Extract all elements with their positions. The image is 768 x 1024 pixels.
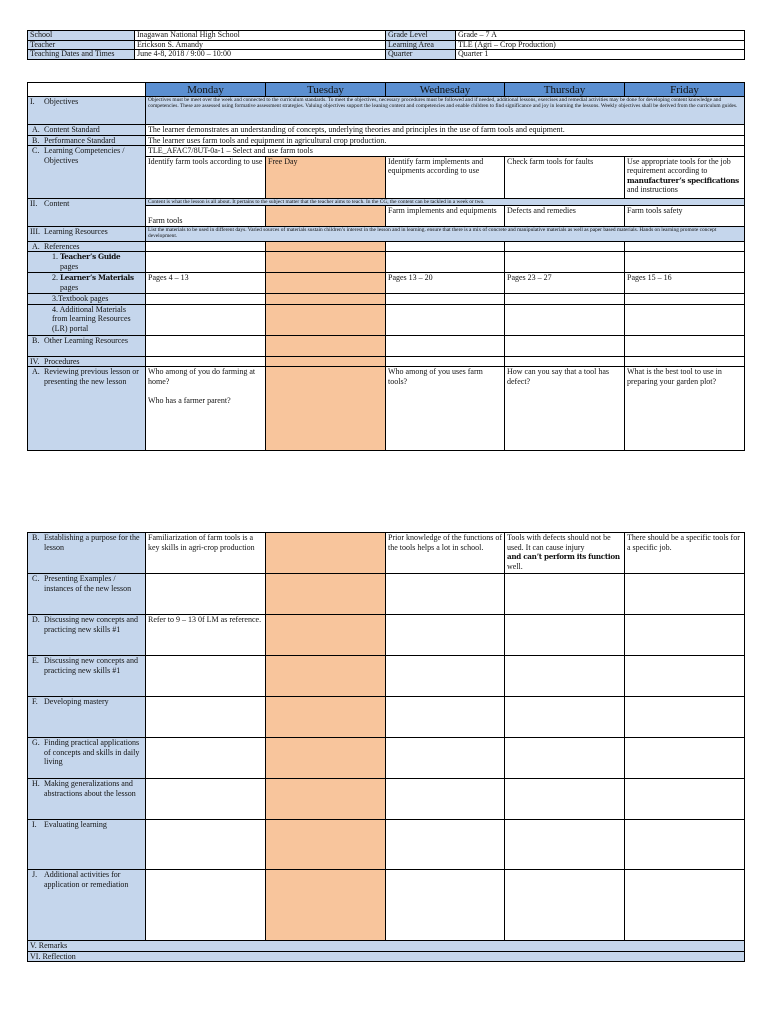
content-friday: Farm tools safety bbox=[625, 205, 745, 226]
other-tuesday bbox=[266, 335, 386, 356]
f-monday bbox=[146, 697, 266, 738]
other-friday bbox=[625, 335, 745, 356]
other-wednesday bbox=[386, 335, 505, 356]
content-thursday: Defects and remedies bbox=[505, 205, 625, 226]
purpose-monday: Familiarization of farm tools is a key skills in agri-crop production bbox=[146, 533, 266, 574]
resources-note: List the materials to be used in different days. Varied sources of materials sustain children’s interest in the lesson and in learning. ensure that there is a mix of concrete and manipulative materials as well as paper based materials. Hands on learning promote concept development. bbox=[146, 226, 745, 241]
objectives-label: I. Objectives bbox=[28, 97, 146, 125]
objectives-note: Objectives must be meet over the week and connected to the curriculum standards. To meet the objectives, necessary procedures must be followed and if needed, additional lessons, exercises and remedial activities may be done for developing content knowledge and competencies. These are assessed using formative assessment strategies. Valuing objectives support the leaning content and competencies and enable children to find significance and joy in learning the lessons. Weekly objectives shall be derived from the curriculum guides. bbox=[146, 97, 745, 125]
competency-thursday: Check farm tools for faults bbox=[505, 156, 625, 198]
tg-wednesday bbox=[386, 252, 505, 273]
j-wednesday bbox=[386, 870, 505, 941]
additional-activities-row bbox=[28, 870, 745, 941]
teacher-label: Teacher bbox=[28, 40, 135, 50]
procedures-row bbox=[28, 356, 745, 367]
d-monday: Refer to 9 – 13 0f LM as reference. bbox=[146, 615, 266, 656]
reviewing-wednesday: Who among of you uses farm tools? bbox=[386, 367, 505, 451]
generalizations-row bbox=[28, 779, 745, 820]
proc-friday bbox=[625, 356, 745, 367]
evaluating-row bbox=[28, 820, 745, 870]
i-tuesday bbox=[266, 820, 386, 870]
f-friday bbox=[625, 697, 745, 738]
c-tuesday bbox=[266, 574, 386, 615]
add-tuesday bbox=[266, 304, 386, 335]
tb-thursday bbox=[505, 294, 625, 305]
j-tuesday bbox=[266, 870, 386, 941]
applications-row bbox=[28, 738, 745, 779]
area-label: Learning Area bbox=[386, 40, 456, 50]
competency-code-row bbox=[28, 146, 745, 157]
header-row-teacher bbox=[28, 40, 745, 50]
reviewing-tuesday bbox=[266, 367, 386, 451]
h-monday bbox=[146, 779, 266, 820]
content-note: Content is what the lesson is all about. It pertains to the subject matter that the teacher aims to teach. In the CG, the content can be tackled in a week or two. bbox=[146, 198, 745, 205]
lm-pages-wednesday: Pages 13 – 20 bbox=[386, 273, 505, 294]
learners-materials-row bbox=[28, 273, 745, 294]
e-wednesday bbox=[386, 656, 505, 697]
purpose-wednesday: Prior knowledge of the functions of the tools helps a lot in school. bbox=[386, 533, 505, 574]
quarter-value: Quarter 1 bbox=[456, 50, 745, 60]
content-monday: Farm tools bbox=[146, 205, 266, 226]
presenting-examples-row bbox=[28, 574, 745, 615]
other-thursday bbox=[505, 335, 625, 356]
d-friday bbox=[625, 615, 745, 656]
purpose-thursday: Tools with defects should not be used. It can cause injury and can’t perform its function well. bbox=[505, 533, 625, 574]
reviewing-monday: Who among of you do farming at home? Who has a farmer parent? bbox=[146, 367, 266, 451]
i-wednesday bbox=[386, 820, 505, 870]
discussing-1-label: D. Discussing new concepts and practicing new skills #1 bbox=[28, 615, 146, 656]
reviewing-thursday: How can you say that a tool has defect? bbox=[505, 367, 625, 451]
header-row-school bbox=[28, 31, 745, 41]
additional-activities-label: J. Additional activities for application or remediation bbox=[28, 870, 146, 941]
f-thursday bbox=[505, 697, 625, 738]
references-wednesday bbox=[386, 241, 505, 252]
add-friday bbox=[625, 304, 745, 335]
content-standard-row bbox=[28, 125, 745, 136]
tg-friday bbox=[625, 252, 745, 273]
lesson-plan-table bbox=[27, 82, 745, 451]
references-monday bbox=[146, 241, 266, 252]
dates-label: Teaching Dates and Times bbox=[28, 50, 135, 60]
performance-standard-row bbox=[28, 135, 745, 146]
reviewing-row bbox=[28, 367, 745, 451]
additional-materials-row bbox=[28, 304, 745, 335]
e-friday bbox=[625, 656, 745, 697]
purpose-tuesday bbox=[266, 533, 386, 574]
resources-row bbox=[28, 226, 745, 241]
performance-standard-label: B. Performance Standard bbox=[28, 135, 146, 146]
mastery-label: F. Developing mastery bbox=[28, 697, 146, 738]
teacher-value: Erickson S. Amandy bbox=[135, 40, 386, 50]
discussing-2-row bbox=[28, 656, 745, 697]
school-value: Inagawan National High School bbox=[135, 31, 386, 41]
other-resources-label: B. Other Learning Resources bbox=[28, 335, 146, 356]
remarks-label: V. Remarks bbox=[28, 941, 745, 952]
teachers-guide-row bbox=[28, 252, 745, 273]
tb-monday bbox=[146, 294, 266, 305]
day-tuesday: Tuesday bbox=[266, 83, 386, 97]
c-thursday bbox=[505, 574, 625, 615]
g-wednesday bbox=[386, 738, 505, 779]
proc-wednesday bbox=[386, 356, 505, 367]
generalizations-label: H. Making generalizations and abstractions about the lesson bbox=[28, 779, 146, 820]
competency-wednesday: Identify farm implements and equipments according to use bbox=[386, 156, 505, 198]
references-row bbox=[28, 241, 745, 252]
reflection-row bbox=[28, 951, 745, 962]
competency-friday: Use appropriate tools for the job requirement according to manufacturer’s specifications and instructions bbox=[625, 156, 745, 198]
lm-pages-monday: Pages 4 – 13 bbox=[146, 273, 266, 294]
day-thursday: Thursday bbox=[505, 83, 625, 97]
purpose-row bbox=[28, 533, 745, 574]
f-wednesday bbox=[386, 697, 505, 738]
additional-materials-label: 4. Additional Materials from learning Resources (LR) portal bbox=[28, 304, 146, 335]
d-tuesday bbox=[266, 615, 386, 656]
i-thursday bbox=[505, 820, 625, 870]
h-thursday bbox=[505, 779, 625, 820]
references-thursday bbox=[505, 241, 625, 252]
j-friday bbox=[625, 870, 745, 941]
g-monday bbox=[146, 738, 266, 779]
resources-label: III. Learning Resources bbox=[28, 226, 146, 241]
c-friday bbox=[625, 574, 745, 615]
reviewing-label: A. Reviewing previous lesson or presenting the new lesson bbox=[28, 367, 146, 451]
mastery-row bbox=[28, 697, 745, 738]
reflection-label: VI. Reflection bbox=[28, 951, 745, 962]
day-wednesday: Wednesday bbox=[386, 83, 505, 97]
i-monday bbox=[146, 820, 266, 870]
learners-materials-label: 2. Learner’s Materials pages bbox=[28, 273, 146, 294]
applications-label: G. Finding practical applications of concepts and skills in daily living bbox=[28, 738, 146, 779]
h-wednesday bbox=[386, 779, 505, 820]
h-friday bbox=[625, 779, 745, 820]
other-resources-row bbox=[28, 335, 745, 356]
header-row-dates bbox=[28, 50, 745, 60]
f-tuesday bbox=[266, 697, 386, 738]
c-wednesday bbox=[386, 574, 505, 615]
d-wednesday bbox=[386, 615, 505, 656]
tb-friday bbox=[625, 294, 745, 305]
presenting-examples-label: C. Presenting Examples / instances of the new lesson bbox=[28, 574, 146, 615]
e-monday bbox=[146, 656, 266, 697]
day-monday: Monday bbox=[146, 83, 266, 97]
textbook-label: 3.Textbook pages bbox=[28, 294, 146, 305]
purpose-friday: There should be a specific tools for a specific job. bbox=[625, 533, 745, 574]
discussing-1-row bbox=[28, 615, 745, 656]
content-standard-text: The learner demonstrates an understanding of concepts, underlying theories and principles in the use of farm tools and equipment. bbox=[146, 125, 745, 136]
content-tuesday bbox=[266, 205, 386, 226]
tb-wednesday bbox=[386, 294, 505, 305]
area-value: TLE (Agri – Crop Production) bbox=[456, 40, 745, 50]
grade-label: Grade Level bbox=[386, 31, 456, 41]
content-wednesday: Farm implements and equipments bbox=[386, 205, 505, 226]
j-thursday bbox=[505, 870, 625, 941]
purpose-label: B. Establishing a purpose for the lesson bbox=[28, 533, 146, 574]
dates-value: June 4-8, 2018 / 9:00 – 10:00 bbox=[135, 50, 386, 60]
discussing-2-label: E. Discussing new concepts and practicing new skills #1 bbox=[28, 656, 146, 697]
g-friday bbox=[625, 738, 745, 779]
add-wednesday bbox=[386, 304, 505, 335]
lesson-plan-table-continued bbox=[27, 532, 745, 962]
e-tuesday bbox=[266, 656, 386, 697]
tg-thursday bbox=[505, 252, 625, 273]
add-thursday bbox=[505, 304, 625, 335]
content-label: II. Content bbox=[28, 198, 146, 226]
performance-standard-text: The learner uses farm tools and equipment in agricultural crop production. bbox=[146, 135, 745, 146]
corner-cell bbox=[28, 83, 146, 97]
references-tuesday bbox=[266, 241, 386, 252]
g-tuesday bbox=[266, 738, 386, 779]
competency-code: TLE_AFAC7/8UT-0a-1 – Select and use farm tools bbox=[146, 146, 745, 157]
competency-tuesday: Free Day bbox=[266, 156, 386, 198]
grade-value: Grade – 7 A bbox=[456, 31, 745, 41]
h-tuesday bbox=[266, 779, 386, 820]
quarter-label: Quarter bbox=[386, 50, 456, 60]
e-thursday bbox=[505, 656, 625, 697]
header-table bbox=[27, 30, 745, 60]
objectives-row bbox=[28, 97, 745, 125]
references-friday bbox=[625, 241, 745, 252]
lm-pages-thursday: Pages 23 – 27 bbox=[505, 273, 625, 294]
proc-monday bbox=[146, 356, 266, 367]
c-monday bbox=[146, 574, 266, 615]
lm-pages-friday: Pages 15 – 16 bbox=[625, 273, 745, 294]
days-header-row bbox=[28, 83, 745, 97]
proc-tuesday bbox=[266, 356, 386, 367]
lm-pages-tuesday bbox=[266, 273, 386, 294]
d-thursday bbox=[505, 615, 625, 656]
g-thursday bbox=[505, 738, 625, 779]
procedures-label: IV. Procedures bbox=[28, 356, 146, 367]
teachers-guide-label: 1. Teacher’s Guide pages bbox=[28, 252, 146, 273]
other-monday bbox=[146, 335, 266, 356]
competency-monday: Identify farm tools according to use bbox=[146, 156, 266, 198]
reviewing-friday: What is the best tool to use in preparing your garden plot? bbox=[625, 367, 745, 451]
textbook-row bbox=[28, 294, 745, 305]
tg-tuesday bbox=[266, 252, 386, 273]
remarks-row bbox=[28, 941, 745, 952]
j-monday bbox=[146, 870, 266, 941]
add-monday bbox=[146, 304, 266, 335]
content-note-row bbox=[28, 198, 745, 205]
references-label: A. References bbox=[28, 241, 146, 252]
i-friday bbox=[625, 820, 745, 870]
tg-monday bbox=[146, 252, 266, 273]
day-friday: Friday bbox=[625, 83, 745, 97]
evaluating-label: I. Evaluating learning bbox=[28, 820, 146, 870]
content-standard-label: A. Content Standard bbox=[28, 125, 146, 136]
proc-thursday bbox=[505, 356, 625, 367]
school-label: School bbox=[28, 31, 135, 41]
competency-label: C. Learning Competencies / Objectives bbox=[28, 146, 146, 199]
tb-tuesday bbox=[266, 294, 386, 305]
